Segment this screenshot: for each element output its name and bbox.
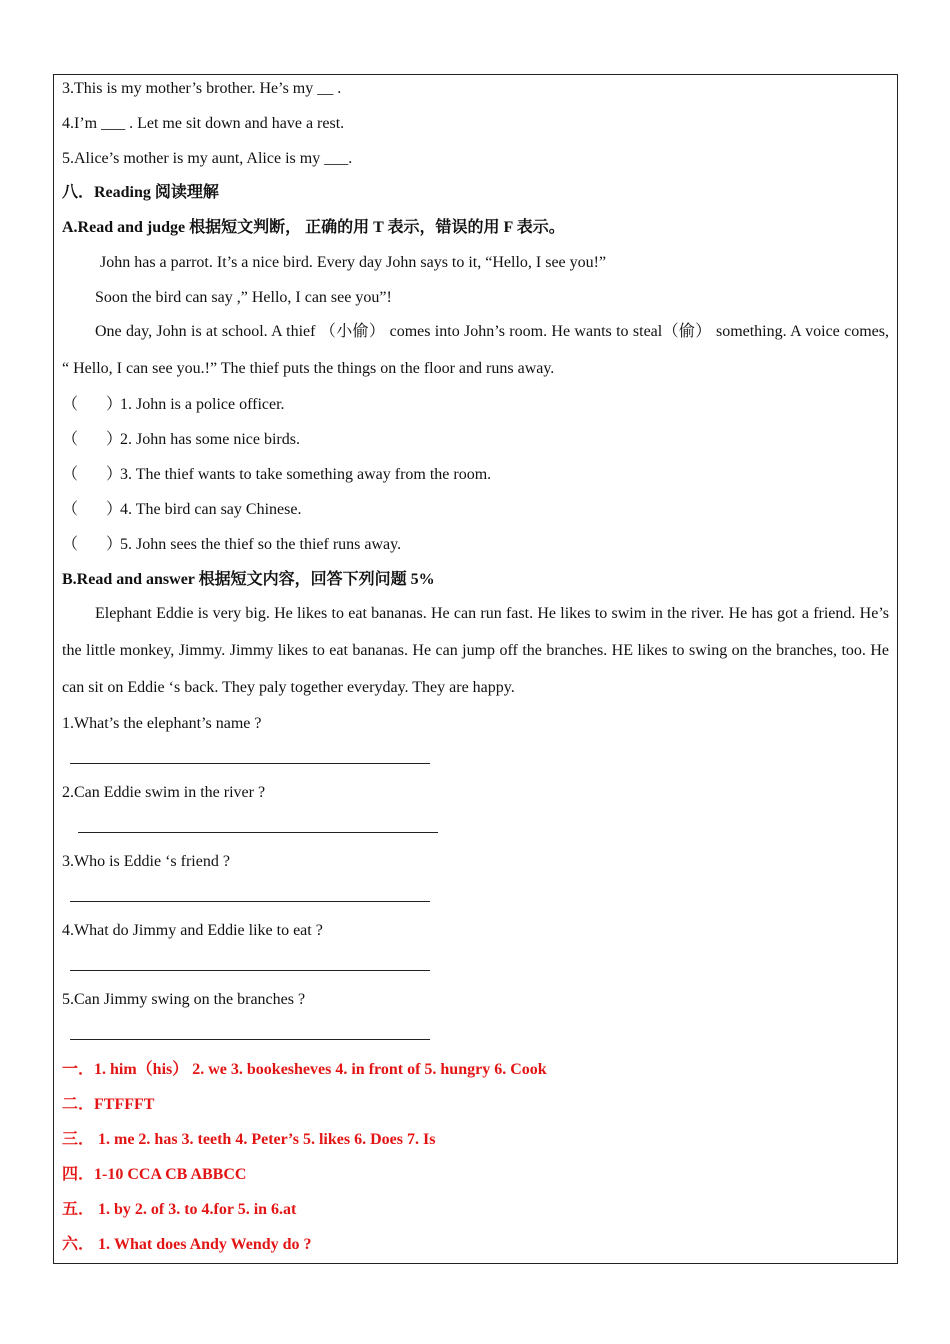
answer-key-6: 六． 1. What does Andy Wendy do ? [62, 1236, 312, 1253]
answer-question-1: 1.What’s the elephant’s name ? [62, 715, 262, 732]
fill-in-item-4: 4.I’m ___ . Let me sit down and have a rest. [62, 115, 345, 132]
fill-in-item-3: 3.This is my mother’s brother. He’s my __ . [62, 80, 342, 97]
answer-bracket[interactable]: （ ） [62, 396, 123, 413]
answer-bracket[interactable]: （ ） [62, 466, 123, 483]
answer-bracket[interactable]: （ ） [62, 536, 123, 553]
judge-question-5: （ ）5. John sees the thief so the thief runs away. [62, 536, 402, 553]
part-a-passage-line-3: One day, John is at school. A thief （小偷） comes into John’s room. He wants to steal（偷） something. A voice comes, “ Hello, I can see you.!” The thief puts the things on the floor and runs away. [62, 323, 889, 377]
part-a-heading: A.Read and judge 根据短文判断， 正确的用 T 表示，错误的用 F 表示。 [62, 219, 565, 236]
answer-question-4: 4.What do Jimmy and Eddie like to eat ? [62, 922, 323, 939]
part-a-passage-line-1: John has a parrot. It’s a nice bird. Every day John says to it, “Hello, I see you!” [100, 254, 607, 271]
answer-key-4: 四．1-10 CCA CB ABBCC [62, 1166, 247, 1183]
answer-key-3: 三． 1. me 2. has 3. teeth 4. Peter’s 5. likes 6. Does 7. Is [62, 1131, 436, 1148]
part-b-heading: B.Read and answer 根据短文内容，回答下列问题 5% [62, 571, 435, 588]
part-b-passage: Elephant Eddie is very big. He likes to eat bananas. He can run fast. He likes to swim in the river. He has got a friend. He’s the little monkey, Jimmy. Jimmy likes to eat bananas. He can jump off the branches. HE likes to swing on the branches, too. He can sit on Eddie ‘s back. They paly together everyday. They are happy. [62, 605, 889, 696]
answer-question-5: 5.Can Jimmy swing on the branches ? [62, 991, 306, 1008]
answer-line-3[interactable] [70, 901, 430, 902]
section-8-title: 八．Reading 阅读理解 [62, 184, 219, 201]
judge-question-2: （ ）2. John has some nice birds. [62, 431, 300, 448]
answer-key-1: 一．1. him（his） 2. we 3. bookesheves 4. in front of 5. hungry 6. Cook [62, 1061, 547, 1078]
answer-line-2[interactable] [78, 832, 438, 833]
judge-question-3: （ ）3. The thief wants to take something away from the room. [62, 466, 492, 483]
answer-line-5[interactable] [70, 1039, 430, 1040]
part-a-passage-line-2: Soon the bird can say ,” Hello, I can see you”! [95, 289, 392, 306]
judge-question-4: （ ）4. The bird can say Chinese. [62, 501, 302, 518]
answer-line-1[interactable] [70, 763, 430, 764]
answer-bracket[interactable]: （ ） [62, 431, 123, 448]
fill-in-item-5: 5.Alice’s mother is my aunt, Alice is my ___. [62, 150, 353, 167]
answer-key-5: 五． 1. by 2. of 3. to 4.for 5. in 6.at [62, 1201, 297, 1218]
answer-line-4[interactable] [70, 970, 430, 971]
answer-question-2: 2.Can Eddie swim in the river ? [62, 784, 266, 801]
answer-bracket[interactable]: （ ） [62, 501, 123, 518]
judge-question-1: （ ）1. John is a police officer. [62, 396, 285, 413]
answer-key-2: 二．FTFFFT [62, 1096, 155, 1113]
answer-question-3: 3.Who is Eddie ‘s friend ? [62, 853, 230, 870]
